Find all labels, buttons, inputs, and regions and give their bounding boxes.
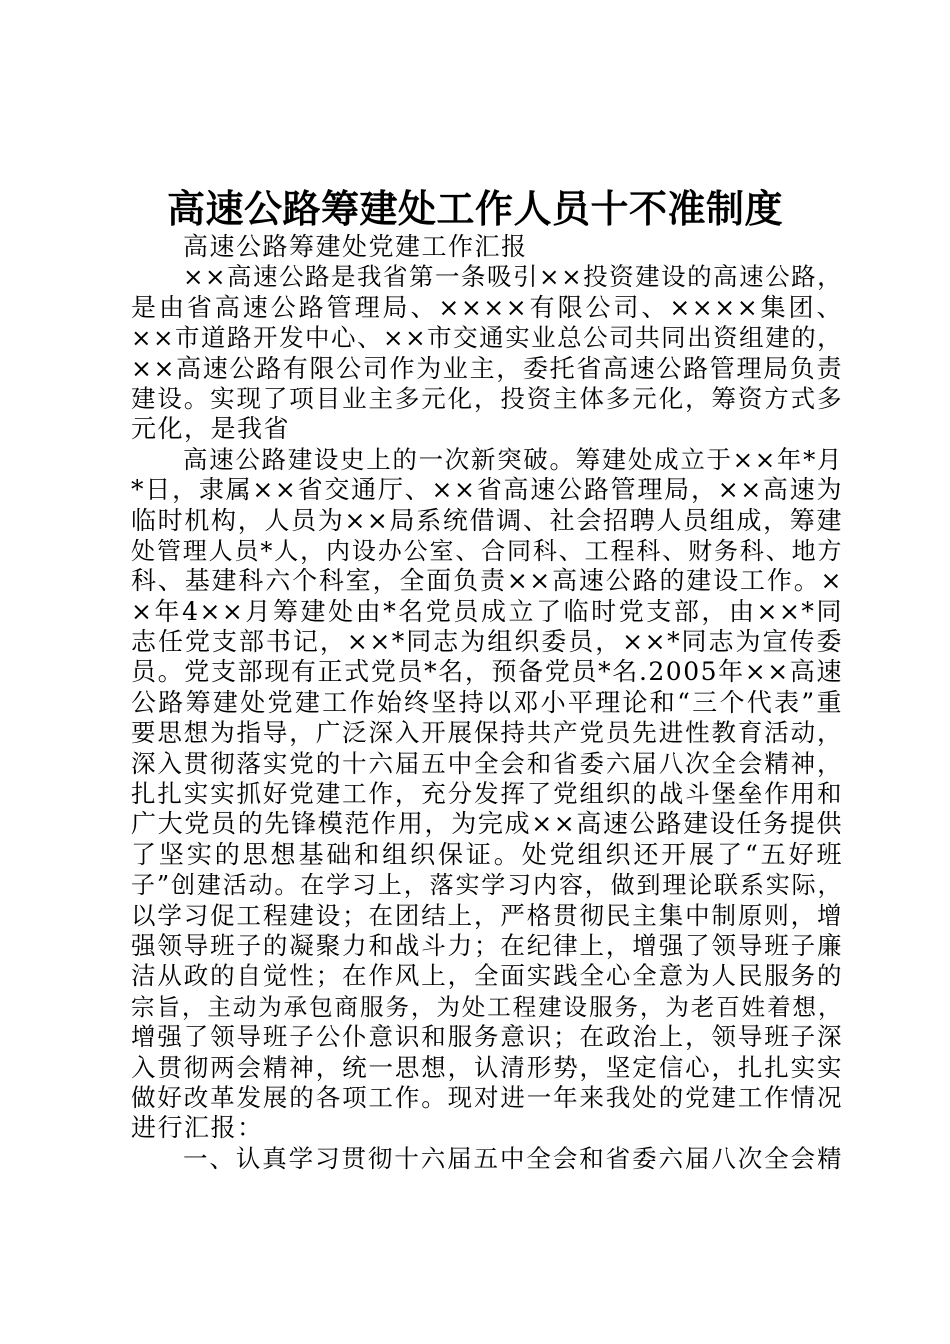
body-line: 强领导班子的凝聚力和战斗力；在纪律上，增强了领导班子廉 [131, 930, 843, 960]
body-line: ××高速公路有限公司作为业主，委托省高速公路管理局负责 [131, 353, 843, 383]
body-line: 处管理人员*人，内设办公室、合同科、工程科、财务科、地方 [131, 536, 843, 565]
document-body [131, 232, 843, 1174]
body-line: 广大党员的先锋模范作用，为完成××高速公路建设任务提供 [131, 809, 843, 839]
body-line: *日，隶属××省交通厅、××省高速公路管理局，××高速为 [131, 475, 843, 505]
body-line: 以学习促工程建设；在团结上，严格贯彻民主集中制原则，增 [131, 900, 843, 930]
body-line: 是由省高速公路管理局、××××有限公司、××××集团、 [131, 292, 843, 322]
body-line: 了坚实的思想基础和组织保证。处党组织还开展了“五好班 [131, 839, 843, 869]
body-line: 宗旨，主动为承包商服务，为处工程建设服务，为老百姓着想， [131, 992, 843, 1021]
body-line: 科、基建科六个科室，全面负责××高速公路的建设工作。× [131, 566, 843, 596]
body-line: 员。党支部现有正式党员*名，预备党员*名.2005年××高速 [131, 657, 843, 687]
body-line: 深入贯彻落实党的十六届五中全会和省委六届八次全会精神， [131, 748, 843, 778]
body-line: ××高速公路是我省第一条吸引××投资建设的高速公路， [183, 262, 844, 292]
body-line: 要思想为指导，广泛深入开展保持共产党员先进性教育活动， [131, 718, 843, 748]
body-line: 志任党支部书记，××*同志为组织委员，××*同志为宣传委 [131, 627, 843, 657]
body-line: 临时机构，人员为××局系统借调、社会招聘人员组成，筹建 [131, 505, 843, 535]
body-line: 入贯彻两会精神，统一思想，认清形势，坚定信心，扎扎实实 [131, 1052, 843, 1082]
body-line: 洁从政的自觉性；在作风上，全面实践全心全意为人民服务的 [131, 961, 843, 991]
body-line: 进行汇报： [131, 1113, 264, 1143]
body-line: 子”创建活动。在学习上，落实学习内容，做到理论联系实际， [131, 871, 843, 900]
body-line: 一、认真学习贯彻十六届五中全会和省委六届八次全会精 [183, 1143, 843, 1173]
body-line: 建设。实现了项目业主多元化，投资主体多元化，筹资方式多 [131, 383, 843, 413]
body-line: 做好改革发展的各项工作。现对进一年来我处的党建工作情况 [131, 1082, 843, 1112]
body-line: 增强了领导班子公仆意识和服务意识；在政治上，领导班子深 [131, 1022, 843, 1052]
body-line: 元化，是我省 [131, 414, 291, 444]
body-line: ×年4××月筹建处由*名党员成立了临时党支部，由××*同 [131, 596, 843, 626]
body-line: 公路筹建处党建工作始终坚持以邓小平理论和“三个代表”重 [131, 687, 843, 717]
body-line: 高速公路筹建处党建工作汇报 [183, 232, 528, 261]
body-line: 高速公路建设史上的一次新突破。筹建处成立于××年*月 [183, 444, 843, 474]
body-line: ××市道路开发中心、××市交通实业总公司共同出资组建的， [131, 323, 844, 353]
document-title: 高速公路筹建处工作人员十不准制度 [166, 186, 783, 231]
body-line: 扎扎实实抓好党建工作，充分发挥了党组织的战斗堡垒作用和 [131, 779, 843, 809]
